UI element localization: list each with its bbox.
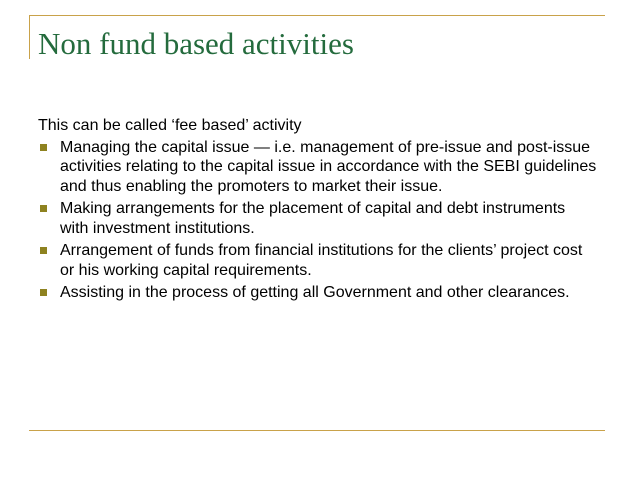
bottom-divider-line: [29, 430, 605, 431]
bullet-text: Making arrangements for the placement of capital and debt instruments with investment institutions.: [60, 200, 566, 237]
bullet-text: Managing the capital issue — i.e. management of pre-issue and post-issue activities relating to the capital issue in accordance with the SEBI guidelines and thus enabling the promoters to market their issue.: [60, 138, 597, 195]
square-bullet-icon: [40, 289, 47, 296]
square-bullet-icon: [40, 247, 47, 254]
list-item: [38, 138, 598, 197]
top-divider-line: [29, 15, 605, 16]
slide-body: [38, 116, 598, 306]
bullet-text: Assisting in the process of getting all Government and other clearances.: [60, 284, 570, 301]
bullet-text: Arrangement of funds from financial institutions for the clients’ project cost or his working capital requirements.: [60, 242, 583, 279]
bullet-list: [38, 138, 598, 303]
square-bullet-icon: [40, 144, 47, 151]
list-item: [38, 241, 598, 280]
square-bullet-icon: [40, 205, 47, 212]
left-accent-line: [29, 15, 30, 59]
list-item: [38, 283, 598, 303]
slide-title: Non fund based activities: [38, 26, 354, 61]
list-item: [38, 199, 598, 238]
intro-text: This can be called ‘fee based’ activity: [38, 117, 302, 134]
